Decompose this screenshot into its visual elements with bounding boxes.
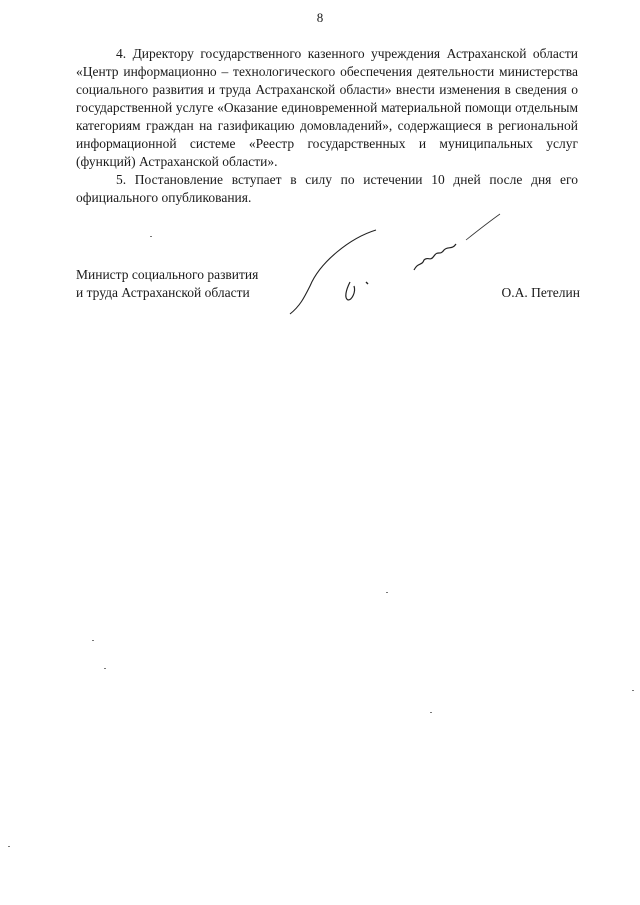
scan-speck [104,668,106,669]
scan-speck [386,592,388,593]
scan-speck [632,690,634,691]
scan-speck [430,712,432,713]
scan-speck [8,846,10,847]
page-number: 8 [316,10,324,25]
scan-speck [150,236,152,237]
signer-name: О.А. Петелин [501,285,580,300]
document-body [76,45,578,207]
signer-title-line-1: Министр социального развития [76,267,259,282]
signer-title [76,266,258,302]
paragraph-5: 5. Постановление вступает в силу по истечении 10 дней после дня его официального опубликования. [76,172,578,205]
signer-title-line-2: и труда Астраханской области [76,285,250,300]
paragraph-4: 4. Директору государственного казенного учреждения Астраханской области «Центр информационно – технологического обеспечения деятельности министерства социального развития и труда Астраханской области» внести изменения в сведения о государственной услуге «Оказание единовременной материальной помощи отдельным категориям граждан на газификацию домовладений», содержащиеся в региональной информационной системе «Реестр государственных и муниципальных услуг (функций) Астраханской области». [76,46,578,169]
signature-block [76,266,580,316]
scan-speck [92,640,94,641]
